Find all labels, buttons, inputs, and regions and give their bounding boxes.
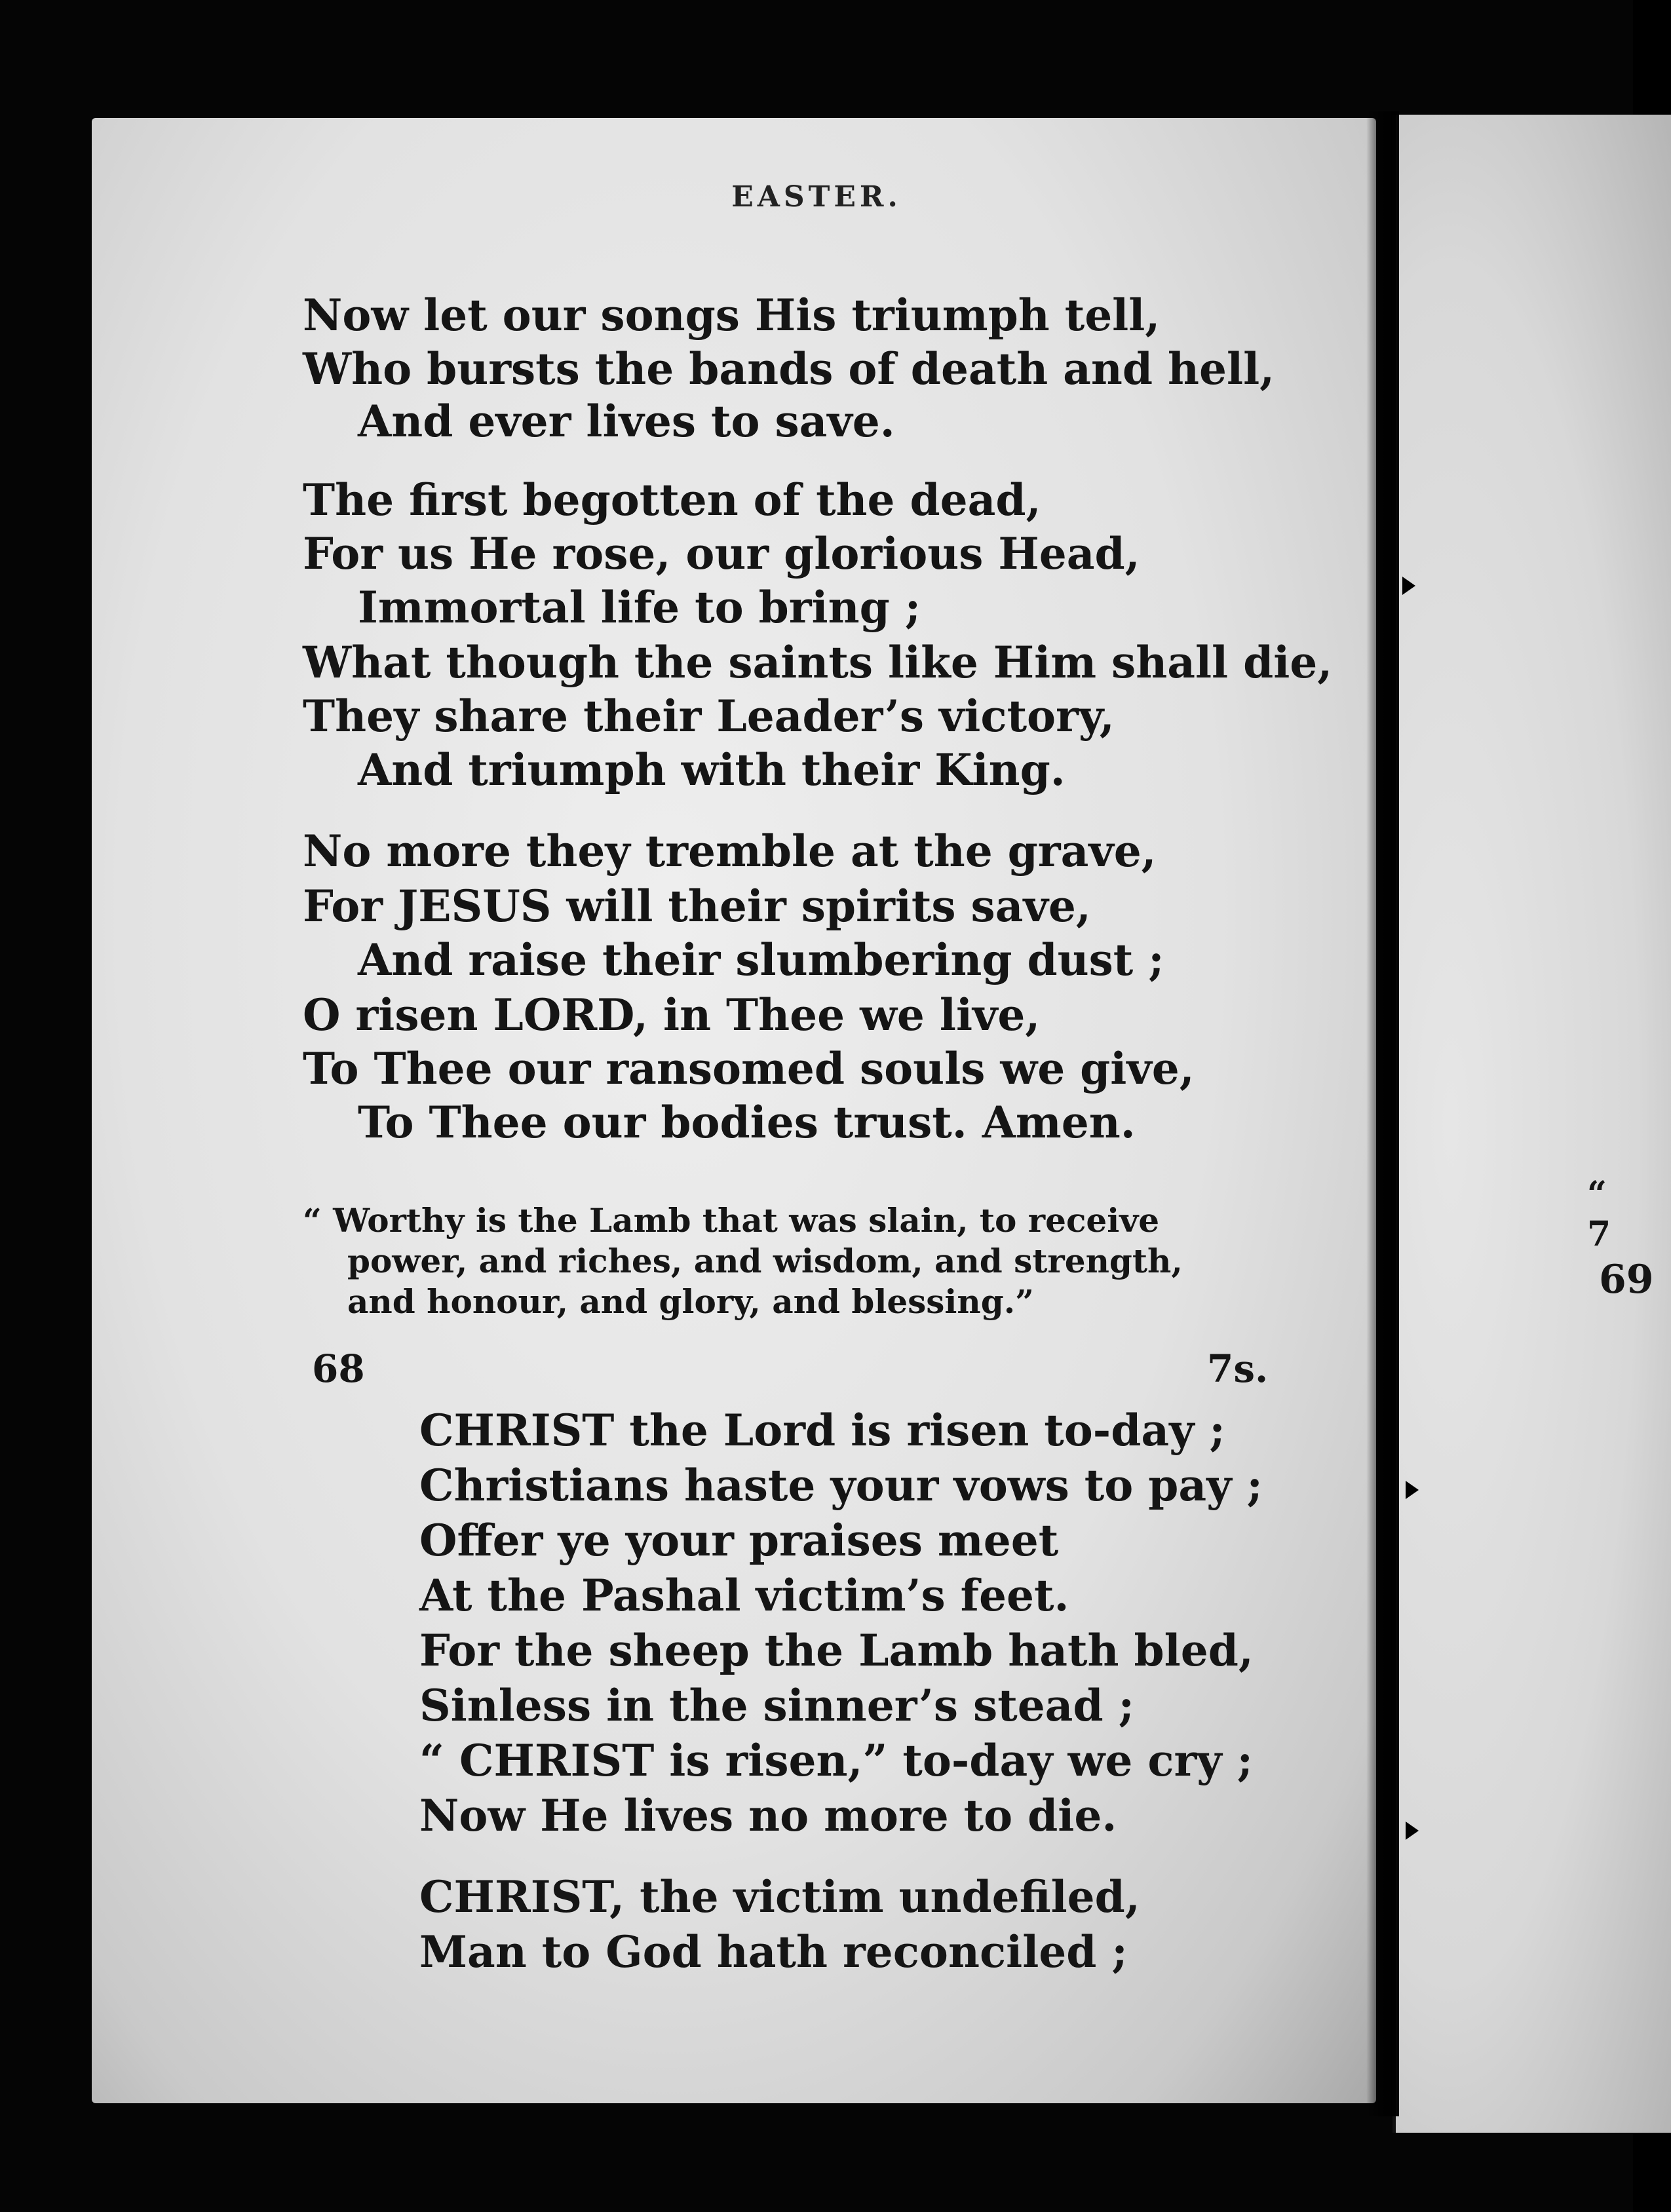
verse-line: What though the saints like Him shall die, <box>303 637 1333 688</box>
hymn-line: Christians haste your vows to pay ; <box>419 1460 1263 1511</box>
hymn-line: Now He lives no more to die. <box>419 1790 1117 1841</box>
scripture-quote-line: and honour, and glory, and blessing.” <box>347 1282 1034 1321</box>
running-head: EASTER. <box>731 180 902 214</box>
hymn-line: CHRIST the Lord is risen to-day ; <box>419 1405 1225 1456</box>
hymn-line: “ CHRIST is risen,” to-day we cry ; <box>419 1735 1253 1786</box>
hymn-line: Man to God hath reconciled ; <box>419 1926 1128 1977</box>
verse-line: They share their Leader’s victory, <box>303 691 1115 742</box>
hymn-line: For the sheep the Lamb hath bled, <box>419 1625 1254 1676</box>
verse-line: And raise their slumbering dust ; <box>358 934 1164 985</box>
hymn-line: At the Pashal victim’s feet. <box>419 1570 1069 1621</box>
verse-line: Who bursts the bands of death and hell, <box>303 343 1275 394</box>
hymn-line: Offer ye your praises meet <box>419 1515 1059 1566</box>
scripture-quote-line: “ Worthy is the Lamb that was slain, to receive <box>303 1201 1160 1240</box>
verse-line: And ever lives to save. <box>358 396 895 447</box>
verse-line: To Thee our ransomed souls we give, <box>303 1043 1195 1094</box>
hymn-line: Sinless in the sinner’s stead ; <box>419 1680 1134 1731</box>
right-page-number-fragment: 69 <box>1599 1257 1654 1303</box>
verse-line: And triumph with their King. <box>358 744 1066 795</box>
verse-line: For JESUS will their spirits save, <box>303 881 1091 932</box>
verse-line: To Thee our bodies trust. Amen. <box>358 1097 1136 1148</box>
verse-line: The first begotten of the dead, <box>303 474 1041 525</box>
hymn-meter: 7s. <box>1207 1346 1269 1391</box>
right-page-quote-fragment: “ 7 <box>1587 1174 1611 1254</box>
verse-line: For us He rose, our glorious Head, <box>303 528 1140 579</box>
verse-line: Immortal life to bring ; <box>358 582 921 633</box>
verse-line: O risen LORD, in Thee we live, <box>303 989 1041 1040</box>
scripture-quote-line: power, and riches, and wisdom, and strength, <box>347 1242 1183 1280</box>
hymn-number: 68 <box>312 1346 365 1391</box>
hymn-line: CHRIST, the victim undefiled, <box>419 1871 1140 1922</box>
verse-line: Now let our songs His triumph tell, <box>303 290 1161 341</box>
verse-line: No more they tremble at the grave, <box>303 826 1157 877</box>
